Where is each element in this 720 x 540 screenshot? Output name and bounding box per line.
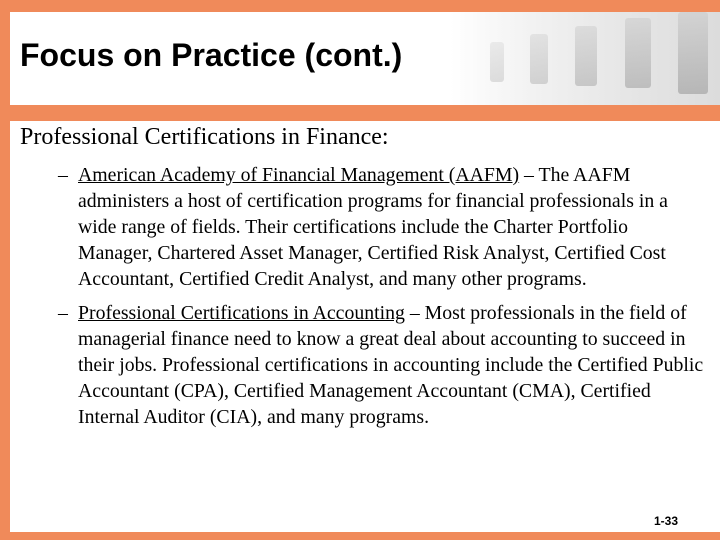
chair-shape bbox=[575, 26, 597, 86]
frame-bottom-bar bbox=[0, 532, 720, 540]
conference-room-photo bbox=[450, 12, 720, 105]
bullet-item-accounting bbox=[20, 300, 705, 430]
chair-shape bbox=[490, 42, 504, 82]
frame-left-bar bbox=[0, 0, 10, 540]
slide-body bbox=[20, 122, 705, 438]
section-heading: Professional Certifications in Finance: bbox=[20, 124, 389, 150]
slide-header bbox=[10, 12, 720, 105]
slide-title: Focus on Practice (cont.) bbox=[20, 37, 403, 73]
title-divider-bar bbox=[0, 105, 720, 121]
bullet-text: Most professionals in the field of managerial finance need to know a great deal about accounting to succeed in their jobs. Professional certifications in accounting include the Certified Public Accountant (CPA), Certified Management Accountant (CMA), Certified Internal Auditor (CIA), and many programs. bbox=[78, 302, 704, 428]
chair-shape bbox=[678, 12, 708, 94]
bullet-item-aafm bbox=[20, 162, 705, 292]
bullet-text: The AAFM administers a host of certification programs for financial professionals in a wide range of fields. Their certifications include the Charter Portfolio Manager, Chartered Asset Manager, Certified Risk Analyst, Certified Cost Accountant, Certified Credit Analyst, and many other programs. bbox=[78, 164, 668, 290]
bullet-term: Professional Certifications in Accounting bbox=[78, 302, 405, 324]
bullet-separator: – bbox=[519, 164, 539, 186]
bullet-dash: – bbox=[58, 302, 68, 324]
bullet-separator: – bbox=[404, 302, 425, 324]
frame-top-bar bbox=[0, 0, 720, 12]
bullet-term: American Academy of Financial Management (AAFM) bbox=[78, 164, 520, 186]
bullet-dash: – bbox=[58, 164, 68, 186]
page-number: 1-33 bbox=[653, 514, 678, 528]
chair-shape bbox=[625, 18, 651, 88]
chair-shape bbox=[530, 34, 548, 84]
